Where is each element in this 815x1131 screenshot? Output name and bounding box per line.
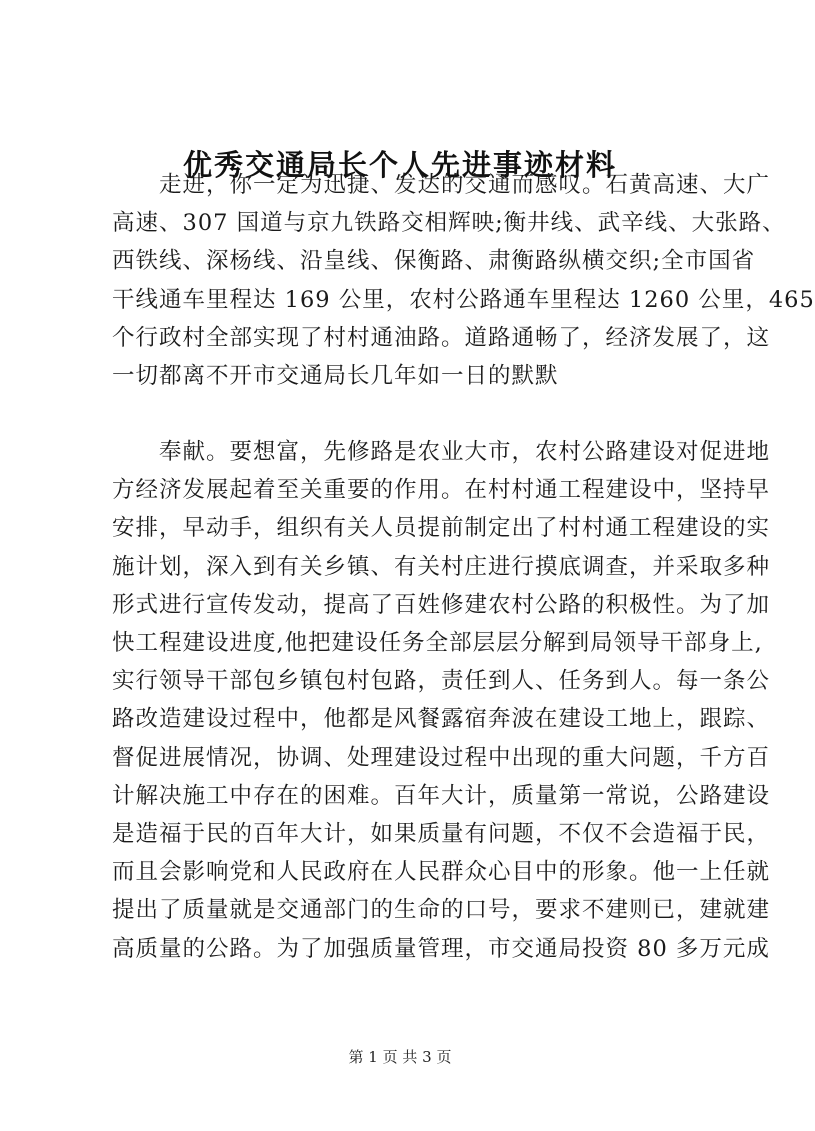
paragraph-1 — [112, 166, 815, 395]
text-line: 计解决施工中存在的困难。百年大计，质量第一常说，公路建设 — [112, 782, 771, 809]
text-line: 奉献。要想富，先修路是农业大市，农村公路建设对促进地 — [112, 439, 771, 465]
text-line: 形式进行宣传发动，提高了百姓修建农村公路的积极性。为了加 — [112, 591, 771, 618]
text-line: 西铁线、深杨线、沿皇线、保衡路、肃衡路纵横交织;全市国省 — [112, 248, 756, 275]
text-line: 走进，你一定为迅捷、发达的交通而感叹。石黄高速、大广 — [112, 172, 771, 198]
text-line: 督促进展情况，协调、处理建设过程中出现的重大问题，千方百 — [112, 744, 771, 771]
text-line: 个行政村全部实现了村村通油路。道路通畅了，经济发展了，这 — [112, 324, 771, 351]
document-title: 优秀交通局长个人先进事迹材料 — [182, 148, 617, 182]
text-line: 路改造建设过程中，他都是风餐露宿奔波在建设工地上，跟踪、 — [112, 706, 771, 733]
text-line: 高质量的公路。为了加强质量管理，市交通局投资 80 多万元成 — [112, 935, 770, 962]
text-line: 干线通车里程达 169 公里，农村公路通车里程达 1260 公里，465 — [112, 286, 815, 313]
text-line: 施计划，深入到有关乡镇、有关村庄进行摸底调查，并采取多种 — [112, 553, 771, 580]
text-line: 方经济发展起着至关重要的作用。在村村通工程建设中，坚持早 — [112, 477, 771, 504]
text-line: 而且会影响党和人民政府在人民群众心目中的形象。他一上任就 — [112, 859, 771, 886]
text-line: 一切都离不开市交通局长几年如一日的默默 — [112, 363, 559, 390]
page-indicator: 第 1 页 共 3 页 — [348, 1048, 452, 1066]
text-line: 高速、307 国道与京九铁路交相辉映;衡井线、武辛线、大张路、 — [112, 210, 786, 237]
text-line: 快工程建设进度,他把建设任务全部层层分解到局领导干部身上, — [112, 630, 763, 657]
paragraph-2 — [112, 433, 771, 968]
text-line: 提出了质量就是交通部门的生命的口号，要求不建则已，建就建 — [112, 897, 771, 924]
text-line: 实行领导干部包乡镇包村包路，责任到人、任务到人。每一条公 — [112, 668, 771, 695]
text-line: 是造福于民的百年大计，如果质量有问题，不仅不会造福于民， — [112, 821, 771, 848]
text-line: 安排，早动手，组织有关人员提前制定出了村村通工程建设的实 — [112, 515, 771, 542]
